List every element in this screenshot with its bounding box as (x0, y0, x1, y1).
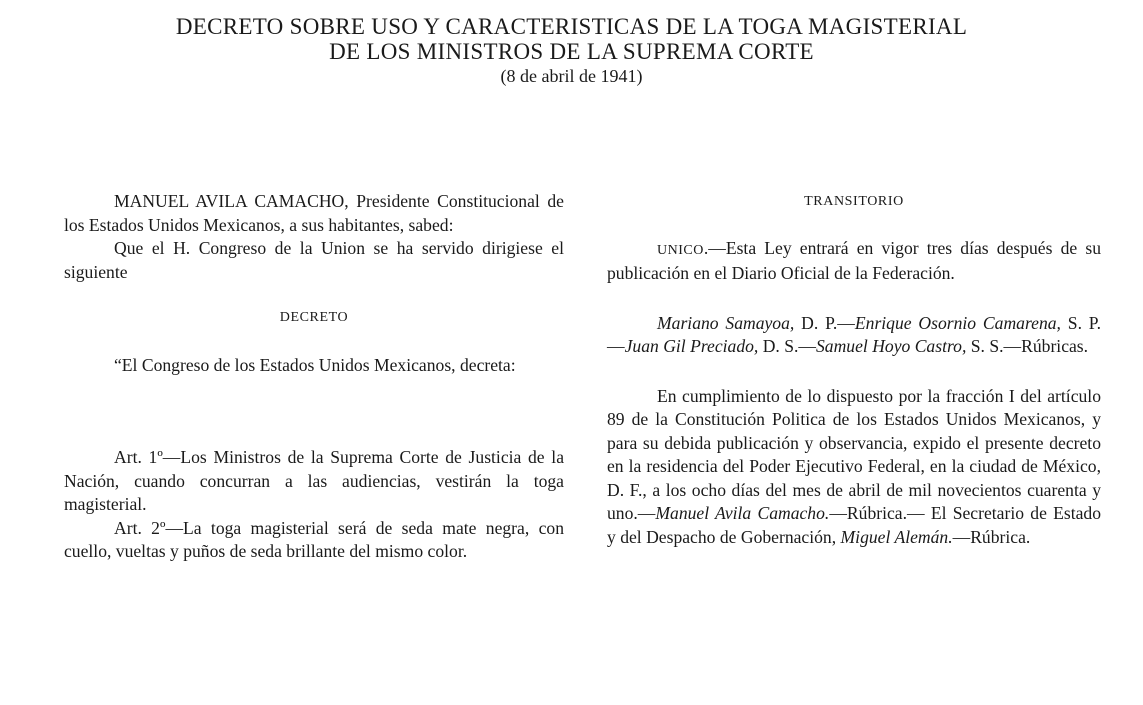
closing-signer-2: Miguel Alemán. (840, 526, 953, 547)
signer-osornio: Enrique Osornio Camarena, (854, 312, 1061, 333)
title-line-1: DECRETO SOBRE USO Y CARACTERISTICAS DE LA TOGA MAGISTERIAL (175, 14, 968, 39)
closing-mid: —Rúbrica.— El Secretario de Estado y del Despacho de Gobernación, (607, 503, 1102, 547)
right-column (607, 190, 1101, 549)
left-column (64, 190, 564, 564)
signer-hoyo: Samuel Hoyo Castro, (816, 336, 967, 356)
signer-role-2: S. P.— (607, 312, 1102, 356)
closing-paragraph (607, 385, 1101, 550)
unico-paragraph (607, 237, 1101, 286)
unico-label: UNICO (657, 242, 704, 258)
closing-signer: Manuel Avila Camacho. (655, 503, 830, 523)
decree-open-paragraph: “El Congreso de los Estados Unidos Mexicanos, decreta: (114, 354, 516, 375)
decreto-heading: DECRETO (279, 310, 349, 325)
signatures-paragraph (607, 312, 1101, 359)
document-header (0, 14, 1143, 86)
transitorio-heading: TRANSITORIO (804, 194, 904, 209)
signer-role-4: S. S.—Rúbricas. (966, 336, 1089, 356)
signer-role-1: D. P.— (794, 312, 855, 333)
closing-text: En cumplimiento de lo dispuesto por la fracción I del artículo 89 de la Constitución Politica de los Estados Unidos Mexicanos, y para su debida publicación y observancia, expido el presente decreto en la residencia del Poder Ejecutivo Federal, en la ciudad de México, D. F., a los ocho días del mes de abril de mil novecientos cuarenta y uno.— (607, 385, 1101, 523)
title-line-2: DE LOS MINISTROS DE LA SUPREMA CORTE (329, 39, 814, 64)
signer-gil: Juan Gil Preciado, (624, 336, 759, 356)
signer-samayoa: Mariano Samayoa, (657, 312, 795, 333)
unico-text: .—Esta Ley entrará en vigor tres días después de su publicación en el Diario Oficial de la Federación. (607, 237, 1101, 283)
decree-date: (8 de abril de 1941) (500, 66, 643, 86)
closing-end: —Rúbrica. (952, 526, 1031, 547)
article-1: Art. 1º—Los Ministros de la Suprema Corte de Justicia de la Nación, cuando concurran a las audiencias, vestirán la toga magisterial. (64, 447, 564, 514)
signer-role-3: D. S.— (758, 336, 816, 356)
intro-paragraph: MANUEL AVILA CAMACHO, Presidente Constitucional de los Estados Unidos Mexicanos, a sus habitantes, sabed: (64, 191, 564, 235)
article-2: Art. 2º—La toga magisterial será de seda mate negra, con cuello, vueltas y puños de seda brillante del mismo color. (64, 517, 564, 561)
congress-paragraph: Que el H. Congreso de la Union se ha servido dirigiese el siguiente (64, 238, 564, 282)
